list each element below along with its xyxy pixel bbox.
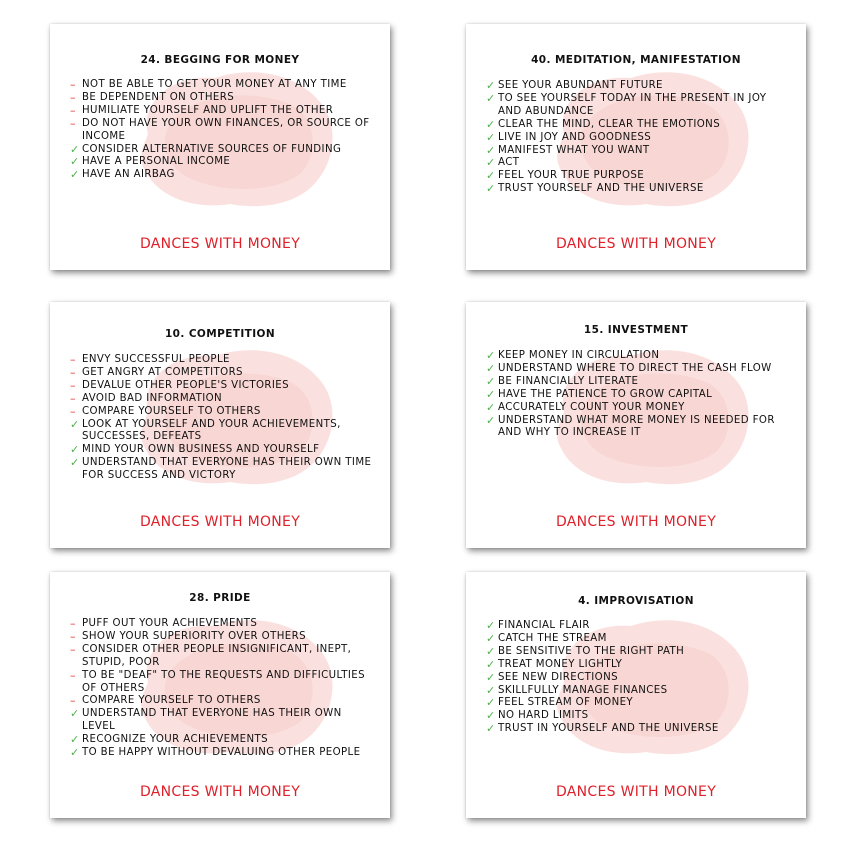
card (50, 302, 390, 548)
list-item-text: LOOK AT YOURSELF AND YOUR ACHIEVEMENTS, SUCCESSES, DEFEATS (82, 418, 341, 443)
list-item-text: TREAT MONEY LIGHTLY (498, 658, 623, 670)
checkmark-icon: ✓ (486, 143, 496, 157)
card (466, 24, 806, 270)
checkmark-icon: ✓ (486, 670, 496, 684)
list-item-text: FINANCIAL FLAIR (498, 620, 590, 631)
list-item-text: BE SENSITIVE TO THE RIGHT PATH (498, 645, 685, 657)
brand-label: DANCES WITH MONEY (139, 784, 301, 800)
checkmark-icon: ✓ (486, 91, 496, 105)
card-item-list (70, 354, 374, 483)
checkmark-icon: ✓ (70, 155, 80, 169)
list-item (70, 393, 374, 406)
list-item (70, 444, 374, 457)
list-item-text: TO BE HAPPY WITHOUT DEVALUING OTHER PEOPLE (82, 747, 361, 759)
list-item (486, 119, 790, 132)
checkmark-icon: ✓ (486, 709, 496, 723)
checkmark-icon: ✓ (486, 349, 496, 362)
list-item (70, 118, 374, 144)
list-item-text: ACCURATELY COUNT YOUR MONEY (498, 401, 685, 413)
checkmark-icon: ✓ (486, 696, 496, 710)
list-item-text: SHOW YOUR SUPERIORITY OVER OTHERS (82, 630, 306, 642)
checkmark-icon: ✓ (70, 142, 80, 156)
list-item (70, 618, 374, 631)
checkmark-icon: ✓ (70, 733, 80, 747)
list-item (486, 415, 790, 441)
list-item (70, 457, 374, 483)
list-item (70, 354, 374, 367)
card (50, 572, 390, 818)
checkmark-icon: ✓ (486, 683, 496, 697)
minus-icon: – (70, 668, 76, 682)
checkmark-icon: ✓ (486, 644, 496, 658)
checkmark-icon: ✓ (486, 130, 496, 144)
minus-icon: – (70, 90, 76, 104)
list-item (70, 105, 374, 118)
list-item (486, 402, 790, 415)
list-item-text: SEE NEW DIRECTIONS (498, 671, 618, 683)
list-item (70, 79, 374, 92)
list-item (486, 389, 790, 402)
list-item (486, 620, 790, 633)
list-item-text: COMPARE YOURSELF TO OTHERS (82, 695, 261, 707)
minus-icon: – (70, 378, 76, 392)
list-item-text: CLEAR THE MIND, CLEAR THE EMOTIONS (498, 118, 721, 130)
checkmark-icon: ✓ (486, 117, 496, 131)
brand-label: DANCES WITH MONEY (555, 514, 717, 530)
card-title: 10. COMPETITION (164, 328, 276, 340)
card-item-list (486, 350, 790, 440)
card-item-list (70, 79, 374, 182)
card-title: 28. PRIDE (189, 592, 251, 604)
list-item (70, 169, 374, 182)
list-item-text: FEEL YOUR TRUE PURPOSE (498, 170, 645, 182)
list-item-text: HAVE THE PATIENCE TO GROW CAPITAL (498, 388, 713, 400)
list-item (70, 670, 374, 696)
checkmark-icon: ✓ (70, 456, 80, 470)
checkmark-icon: ✓ (70, 707, 80, 721)
list-item (486, 145, 790, 158)
checkmark-icon: ✓ (70, 443, 80, 457)
list-item-text: HUMILIATE YOURSELF AND UPLIFT THE OTHER (82, 104, 334, 116)
list-item (70, 695, 374, 708)
checkmark-icon: ✓ (486, 619, 496, 632)
checkmark-icon: ✓ (486, 400, 496, 414)
minus-icon: – (70, 642, 76, 656)
list-item (486, 132, 790, 145)
card (466, 302, 806, 548)
list-item-text: SKILLFULLY MANAGE FINANCES (498, 684, 668, 696)
list-item (486, 685, 790, 698)
list-item-text: TRUST YOURSELF AND THE UNIVERSE (498, 183, 704, 195)
list-item (486, 157, 790, 170)
list-item (486, 350, 790, 363)
minus-icon: – (70, 353, 76, 366)
list-item (486, 633, 790, 646)
list-item (486, 697, 790, 710)
list-item-text: FEEL STREAM OF MONEY (498, 697, 634, 709)
list-item (486, 710, 790, 723)
list-item (70, 419, 374, 445)
list-item-text: KEEP MONEY IN CIRCULATION (498, 350, 660, 361)
card-title: 40. MEDITATION, MANIFESTATION (531, 54, 741, 66)
list-item-text: DEVALUE OTHER PEOPLE'S VICTORIES (82, 379, 289, 391)
minus-icon: – (70, 116, 76, 130)
card-title: 15. INVESTMENT (583, 324, 689, 336)
minus-icon: – (70, 694, 76, 708)
checkmark-icon: ✓ (486, 169, 496, 183)
list-item (486, 659, 790, 672)
list-item (486, 646, 790, 659)
list-item-text: MIND YOUR OWN BUSINESS AND YOURSELF (82, 444, 320, 456)
list-item (486, 80, 790, 93)
card (466, 572, 806, 818)
brand-label: DANCES WITH MONEY (555, 236, 717, 252)
checkmark-icon: ✓ (486, 722, 496, 736)
list-item-text: RECOGNIZE YOUR ACHIEVEMENTS (82, 734, 269, 746)
list-item-text: LIVE IN JOY AND GOODNESS (498, 131, 652, 143)
card-item-list (486, 620, 790, 736)
checkmark-icon: ✓ (486, 631, 496, 645)
card-title: 24. BEGGING FOR MONEY (140, 54, 300, 66)
list-item-text: DO NOT HAVE YOUR OWN FINANCES, OR SOURCE OF INCOME (82, 117, 370, 142)
list-item-text: BE FINANCIALLY LITERATE (498, 375, 639, 387)
minus-icon: – (70, 103, 76, 117)
list-item (486, 93, 790, 119)
list-item-text: TO BE "DEAF" TO THE REQUESTS AND DIFFICULTIES OF OTHERS (82, 669, 365, 694)
list-item (486, 363, 790, 376)
minus-icon: – (70, 629, 76, 643)
checkmark-icon: ✓ (486, 387, 496, 401)
minus-icon: – (70, 404, 76, 418)
checkmark-icon: ✓ (486, 361, 496, 375)
checkmark-icon: ✓ (486, 79, 496, 92)
card-item-list (486, 80, 790, 196)
list-item-text: COMPARE YOURSELF TO OTHERS (82, 405, 261, 417)
list-item-text: SEE YOUR ABUNDANT FUTURE (498, 80, 663, 91)
minus-icon: – (70, 617, 76, 630)
checkmark-icon: ✓ (70, 168, 80, 182)
minus-icon: – (70, 365, 76, 379)
list-item (70, 644, 374, 670)
list-item (70, 747, 374, 760)
checkmark-icon: ✓ (486, 156, 496, 170)
list-item (486, 672, 790, 685)
card (50, 24, 390, 270)
list-item (70, 156, 374, 169)
list-item-text: ACT (498, 157, 520, 169)
list-item-text: CONSIDER OTHER PEOPLE INSIGNIFICANT, INEPT, STUPID, POOR (82, 643, 352, 668)
list-item-text: UNDERSTAND THAT EVERYONE HAS THEIR OWN LEVEL (82, 708, 342, 733)
list-item-text: BE DEPENDENT ON OTHERS (82, 91, 235, 103)
list-item-text: NO HARD LIMITS (498, 710, 589, 722)
list-item-text: CONSIDER ALTERNATIVE SOURCES OF FUNDING (82, 143, 342, 155)
list-item (70, 406, 374, 419)
list-item (486, 170, 790, 183)
list-item-text: UNDERSTAND THAT EVERYONE HAS THEIR OWN TIME FOR SUCCESS AND VICTORY (82, 457, 372, 482)
checkmark-icon: ✓ (486, 374, 496, 388)
list-item (70, 708, 374, 734)
list-item (486, 183, 790, 196)
list-item (70, 380, 374, 393)
minus-icon: – (70, 78, 76, 91)
minus-icon: – (70, 391, 76, 405)
checkmark-icon: ✓ (486, 182, 496, 196)
list-item (70, 92, 374, 105)
list-item-text: UNDERSTAND WHERE TO DIRECT THE CASH FLOW (498, 362, 772, 374)
checkmark-icon: ✓ (486, 413, 496, 427)
list-item (70, 367, 374, 380)
checkmark-icon: ✓ (486, 657, 496, 671)
list-item-text: MANIFEST WHAT YOU WANT (498, 144, 650, 156)
card-title: 4. IMPROVISATION (578, 595, 694, 607)
list-item-text: GET ANGRY AT COMPETITORS (82, 366, 243, 378)
list-item (70, 631, 374, 644)
list-item (70, 144, 374, 157)
list-item-text: HAVE AN AIRBAG (82, 169, 175, 181)
list-item-text: TRUST IN YOURSELF AND THE UNIVERSE (498, 723, 719, 735)
list-item (486, 723, 790, 736)
list-item (486, 376, 790, 389)
list-item-text: HAVE A PERSONAL INCOME (82, 156, 231, 168)
list-item-text: PUFF OUT YOUR ACHIEVEMENTS (82, 618, 258, 629)
list-item-text: UNDERSTAND WHAT MORE MONEY IS NEEDED FOR AND WHY TO INCREASE IT (498, 414, 775, 439)
list-item-text: CATCH THE STREAM (498, 632, 607, 644)
brand-label: DANCES WITH MONEY (555, 784, 717, 800)
brand-label: DANCES WITH MONEY (139, 514, 301, 530)
checkmark-icon: ✓ (70, 746, 80, 760)
list-item-text: NOT BE ABLE TO GET YOUR MONEY AT ANY TIME (82, 79, 347, 90)
list-item-text: ENVY SUCCESSFUL PEOPLE (82, 354, 230, 365)
list-item (70, 734, 374, 747)
list-item-text: AVOID BAD INFORMATION (82, 392, 223, 404)
list-item-text: TO SEE YOURSELF TODAY IN THE PRESENT IN JOY AND ABUNDANCE (498, 92, 767, 117)
brand-label: DANCES WITH MONEY (139, 236, 301, 252)
card-item-list (70, 618, 374, 760)
checkmark-icon: ✓ (70, 417, 80, 431)
